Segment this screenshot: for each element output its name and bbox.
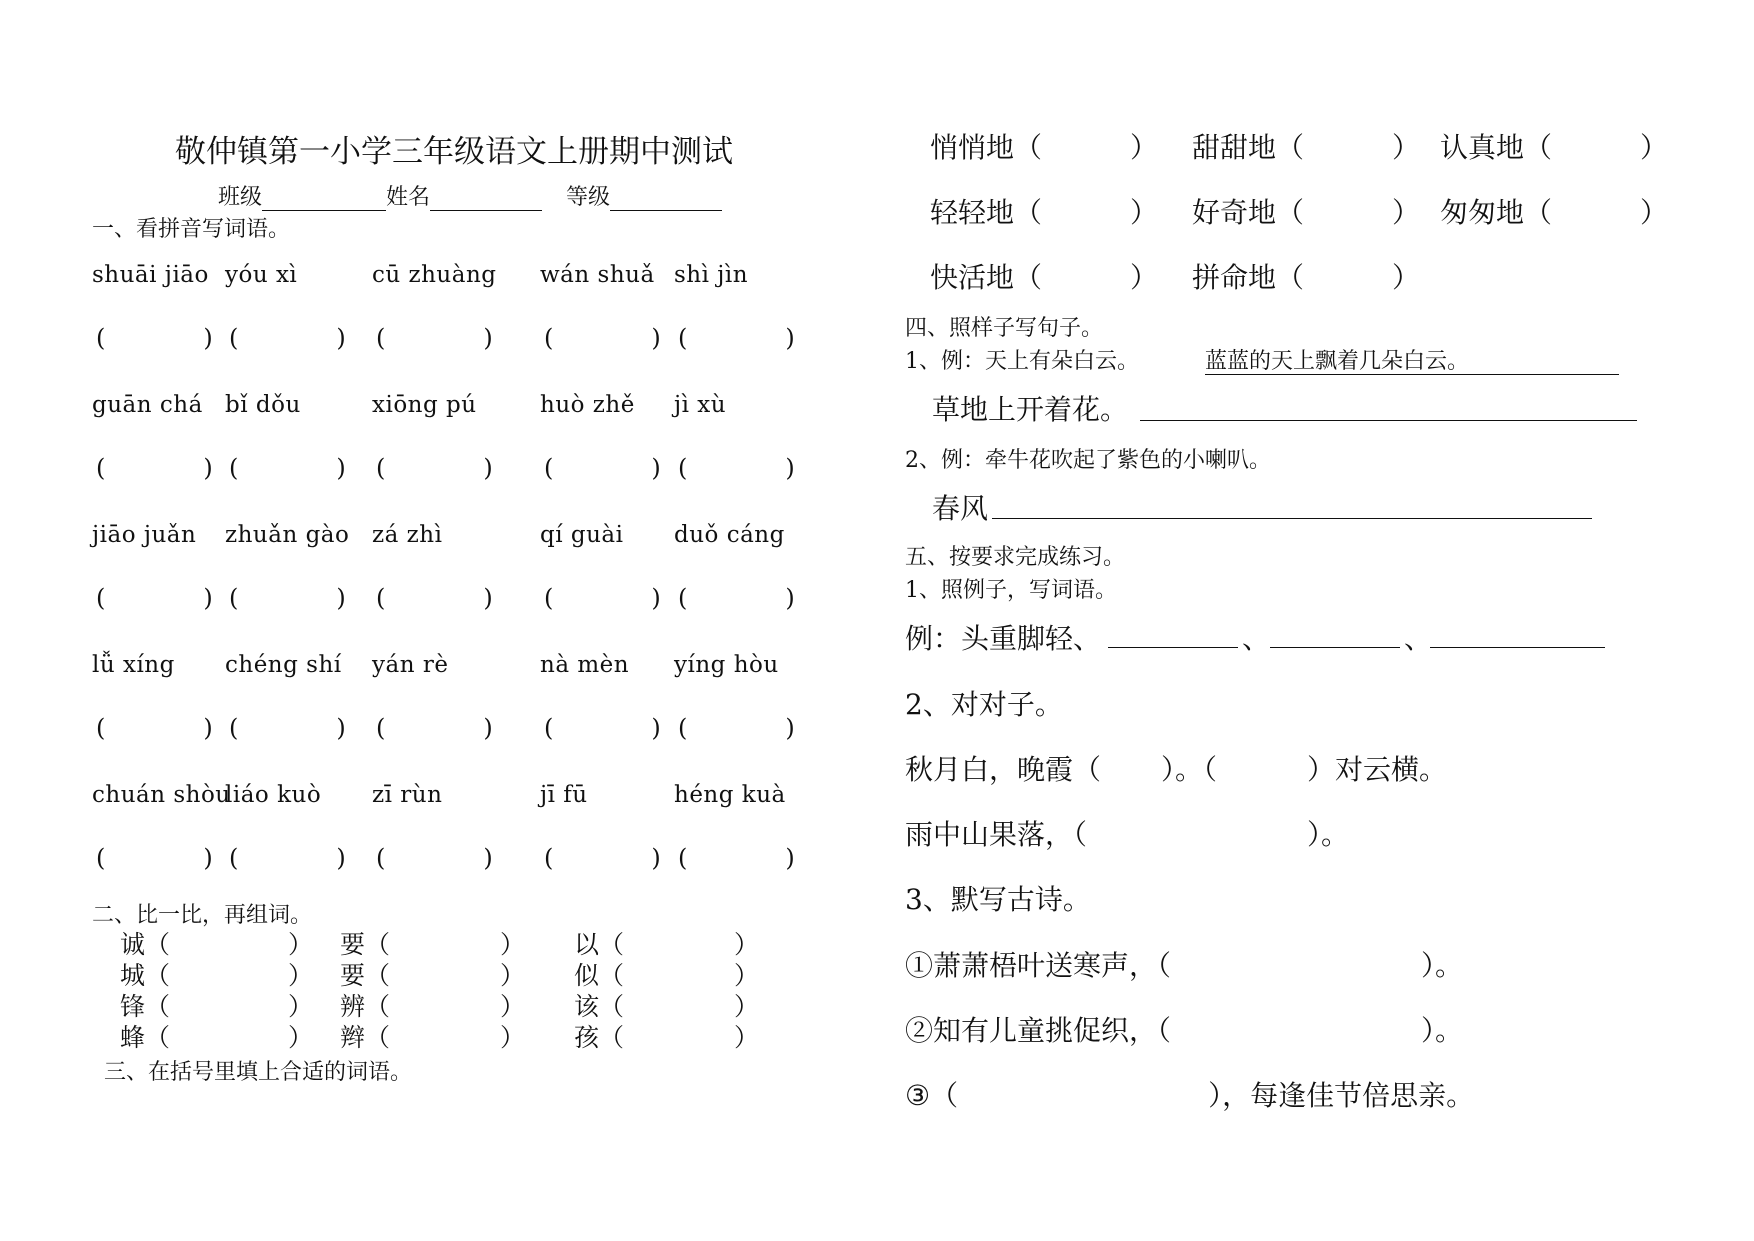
adverb-item: 轻轻地（ ）: [930, 196, 1159, 229]
character: 该: [574, 992, 600, 1021]
section-4-heading: 四、照样子写句子。: [905, 316, 1104, 341]
compare-item: 城（ ）: [120, 961, 314, 990]
pinyin-word: jī fū: [540, 782, 588, 808]
pinyin-word: guān chá: [92, 392, 203, 418]
answer-brackets[interactable]: ( ): [544, 454, 661, 482]
section-2-heading: 二、比一比，再组词。: [92, 903, 313, 928]
character: 城: [120, 961, 146, 990]
answer-brackets[interactable]: ( ): [376, 584, 493, 612]
page-title: 敬仲镇第一小学三年级语文上册期中测试: [175, 134, 733, 170]
pinyin-word: duǒ cáng: [674, 522, 785, 548]
pinyin-word: lǚ xíng: [92, 652, 175, 678]
pinyin-word: shuāi jiāo: [92, 262, 209, 288]
adverb-word: 快活地: [930, 261, 1015, 294]
student-info-line: [218, 180, 722, 211]
pinyin-word: yán rè: [372, 652, 449, 678]
answer-brackets[interactable]: ( ): [544, 844, 661, 872]
answer-brackets[interactable]: ( ): [229, 454, 346, 482]
word-blank-1[interactable]: [1108, 647, 1238, 648]
answer-brackets[interactable]: ( ): [96, 584, 213, 612]
compare-item: 似（ ）: [574, 961, 760, 990]
compare-item: 锋（ ）: [120, 992, 314, 1021]
pinyin-word: shì jìn: [674, 262, 749, 288]
answer-brackets[interactable]: ( ): [376, 324, 493, 352]
character: 以: [574, 930, 600, 959]
adverb-item: 好奇地（ ）: [1192, 196, 1421, 229]
couplet-2: 雨中山果落，（ ）。: [905, 818, 1350, 851]
pinyin-word: jì xù: [674, 392, 727, 418]
poem-3: ③（ ），每逢佳节倍思亲。: [905, 1079, 1475, 1112]
answer-brackets[interactable]: ( ): [678, 844, 795, 872]
adverb-word: 匆匆地: [1440, 196, 1525, 229]
adverb-word: 拼命地: [1192, 261, 1277, 294]
pinyin-word: xiōng pú: [372, 392, 477, 418]
dun-hao: 、: [1404, 622, 1433, 655]
section-3-heading: 三、在括号里填上合适的词语。: [104, 1060, 413, 1085]
class-label: 班级: [218, 185, 263, 210]
grade-label: 等级: [566, 185, 611, 210]
answer-brackets[interactable]: ( ): [96, 844, 213, 872]
poem-1: ①萧萧梧叶送寒声，（ ）。: [905, 949, 1464, 982]
section-1-heading: 一、看拼音写词语。: [92, 217, 291, 242]
compare-item: 以（ ）: [574, 930, 760, 959]
adverb-item: 甜甜地（ ）: [1192, 131, 1421, 164]
answer-brackets[interactable]: ( ): [229, 844, 346, 872]
compare-item: 孩（ ）: [574, 1023, 760, 1052]
adverb-word: 认真地: [1440, 131, 1525, 164]
character: 辫: [340, 1023, 366, 1052]
sub-3-label: 3、默写古诗。: [905, 883, 1091, 916]
adverb-item: 拼命地（ ）: [1192, 261, 1421, 294]
pinyin-word: yíng hòu: [674, 652, 779, 678]
compare-item: 要（ ）: [340, 961, 526, 990]
pinyin-word: yóu xì: [225, 262, 298, 288]
pinyin-word: zhuǎn gào: [225, 522, 350, 548]
couplet-1: 秋月白，晚霞（ ）。（ ）对云横。: [905, 753, 1448, 786]
pinyin-word: wán shuǎ: [540, 262, 655, 288]
pinyin-word: héng kuà: [674, 782, 786, 808]
word-blank-3[interactable]: [1430, 647, 1605, 648]
answer-brackets[interactable]: ( ): [96, 714, 213, 742]
pinyin-word: qí guài: [540, 522, 624, 548]
question-1: 草地上开着花。: [932, 393, 1129, 426]
adverb-word: 好奇地: [1192, 196, 1277, 229]
compare-item: 要（ ）: [340, 930, 526, 959]
answer-brackets[interactable]: ( ): [376, 844, 493, 872]
pinyin-word: jiāo juǎn: [92, 522, 197, 548]
example-1-answer: 蓝蓝的天上飘着几朵白云。: [1205, 344, 1619, 375]
answer-brackets[interactable]: ( ): [544, 584, 661, 612]
example-2-label: 2、例：牵牛花吹起了紫色的小喇叭。: [905, 448, 1271, 473]
answer-line-2[interactable]: [992, 518, 1592, 519]
character: 蜂: [120, 1023, 146, 1052]
answer-brackets[interactable]: ( ): [96, 454, 213, 482]
pinyin-word: chéng shí: [225, 652, 342, 678]
compare-item: 诚（ ）: [120, 930, 314, 959]
pinyin-word: zī rùn: [372, 782, 443, 808]
example-word: 例：头重脚轻、: [905, 622, 1102, 655]
answer-brackets[interactable]: ( ): [229, 714, 346, 742]
question-2: 春风: [932, 492, 989, 525]
character: 辨: [340, 992, 366, 1021]
character: 要: [340, 961, 366, 990]
answer-brackets[interactable]: ( ): [544, 714, 661, 742]
adverb-word: 悄悄地: [930, 131, 1015, 164]
adverb-word: 甜甜地: [1192, 131, 1277, 164]
poem-2: ②知有儿童挑促织，（ ）。: [905, 1014, 1464, 1047]
pinyin-word: chuán shòu: [92, 782, 231, 808]
character: 似: [574, 961, 600, 990]
sub-2-label: 2、对对子。: [905, 688, 1063, 721]
adverb-item: 匆匆地（ ）: [1440, 196, 1669, 229]
pinyin-word: liáo kuò: [225, 782, 322, 808]
pinyin-word: cū zhuàng: [372, 262, 497, 288]
compare-item: 该（ ）: [574, 992, 760, 1021]
dun-hao: 、: [1242, 622, 1271, 655]
adverb-item: 快活地（ ）: [930, 261, 1159, 294]
character: 诚: [120, 930, 146, 959]
answer-brackets[interactable]: ( ): [678, 584, 795, 612]
name-blank[interactable]: [430, 188, 542, 211]
answer-brackets[interactable]: ( ): [376, 454, 493, 482]
pinyin-word: nà mèn: [540, 652, 630, 678]
compare-item: 蜂（ ）: [120, 1023, 314, 1052]
answer-brackets[interactable]: ( ): [376, 714, 493, 742]
answer-brackets[interactable]: ( ): [678, 324, 795, 352]
answer-brackets[interactable]: ( ): [96, 324, 213, 352]
character: 锋: [120, 992, 146, 1021]
adverb-word: 轻轻地: [930, 196, 1015, 229]
name-label: 姓名: [386, 185, 431, 210]
pinyin-word: bǐ dǒu: [225, 392, 301, 418]
word-blank-2[interactable]: [1270, 647, 1400, 648]
adverb-item: 悄悄地（ ）: [930, 131, 1159, 164]
answer-line-1[interactable]: [1140, 420, 1637, 421]
pinyin-word: zá zhì: [372, 522, 443, 548]
answer-brackets[interactable]: ( ): [678, 454, 795, 482]
grade-blank[interactable]: [610, 188, 722, 211]
adverb-item: 认真地（ ）: [1440, 131, 1669, 164]
character: 孩: [574, 1023, 600, 1052]
answer-brackets[interactable]: ( ): [229, 584, 346, 612]
class-blank[interactable]: [262, 188, 386, 211]
pinyin-word: huò zhě: [540, 392, 635, 418]
compare-item: 辨（ ）: [340, 992, 526, 1021]
compare-item: 辫（ ）: [340, 1023, 526, 1052]
character: 要: [340, 930, 366, 959]
section-5-heading: 五、按要求完成练习。: [905, 545, 1126, 570]
answer-brackets[interactable]: ( ): [544, 324, 661, 352]
sub-1-label: 1、照例子，写词语。: [905, 578, 1117, 603]
answer-brackets[interactable]: ( ): [678, 714, 795, 742]
example-1-label: 1、例：天上有朵白云。: [905, 349, 1139, 374]
answer-brackets[interactable]: ( ): [229, 324, 346, 352]
